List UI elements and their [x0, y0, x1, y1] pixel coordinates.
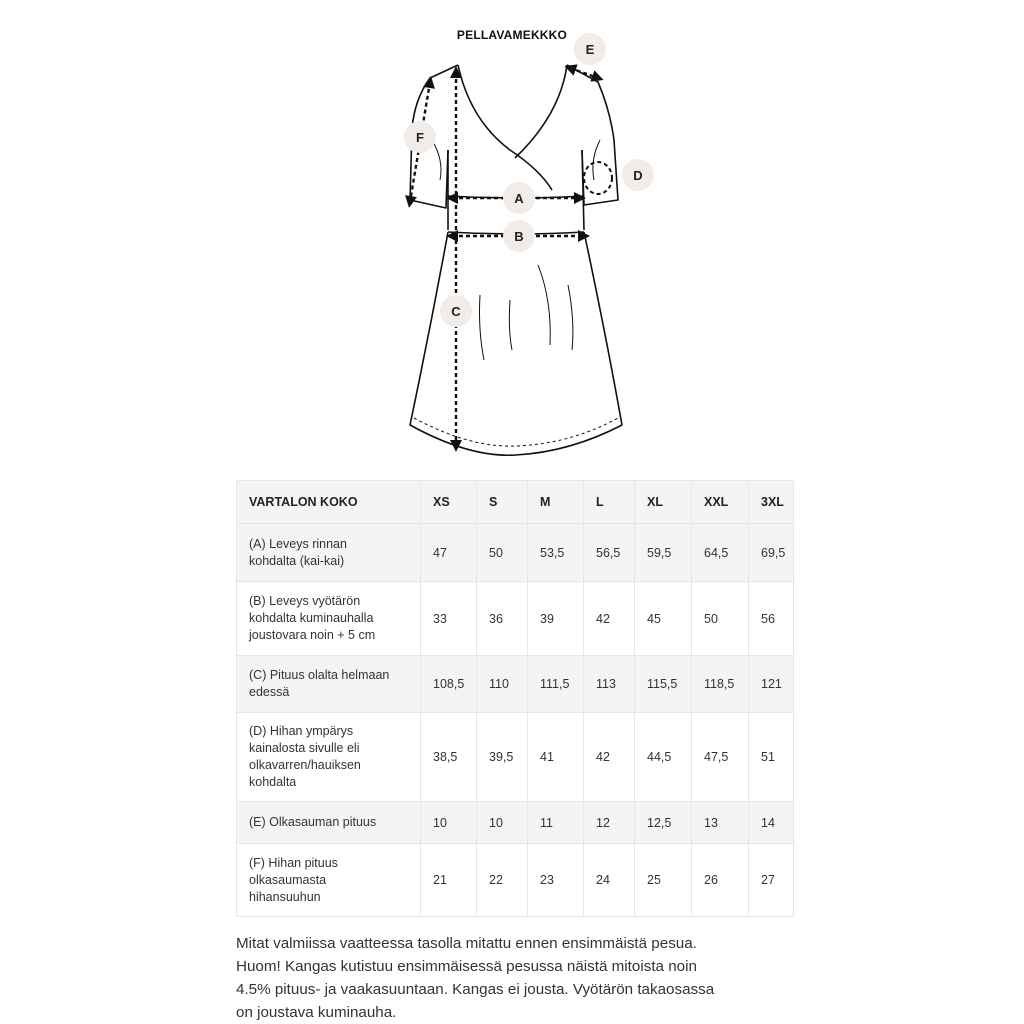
dress-diagram: [380, 30, 680, 460]
marker-d: [622, 159, 654, 191]
cell: 11: [528, 802, 584, 844]
table-row: [237, 713, 794, 802]
row-label: (F) Hihan pituus olkasaumasta hihansuuhun: [237, 844, 421, 917]
header-l: L: [584, 481, 635, 524]
table-row: [237, 582, 794, 656]
care-note: [236, 932, 826, 1024]
cell: 12,5: [635, 802, 692, 844]
cell: 50: [477, 524, 528, 582]
svg-text:D: D: [633, 168, 643, 183]
note-line: on joustava kuminauha.: [236, 1004, 397, 1021]
row-label: (C) Pituus olalta helmaan edessä: [237, 656, 421, 713]
cell: 36: [477, 582, 528, 656]
header-xxl: XXL: [692, 481, 749, 524]
page-title: PELLAVAMEKKKO: [456, 28, 568, 42]
svg-text:C: C: [451, 304, 461, 319]
cell: 56,5: [584, 524, 635, 582]
cell: 121: [749, 656, 794, 713]
size-chart-table: [236, 480, 794, 917]
cell: 21: [421, 844, 477, 917]
row-label: (B) Leveys vyötärön kohdalta kuminauhalla joustovara noin + 5 cm: [237, 582, 421, 656]
cell: 42: [584, 713, 635, 802]
note-line: Mitat valmiissa vaatteessa tasolla mitattu ennen ensimmäistä pesua.: [236, 935, 697, 952]
row-label: (D) Hihan ympärys kainalosta sivulle eli olkavarren/hauiksen kohdalta: [237, 713, 421, 802]
cell: 47: [421, 524, 477, 582]
svg-text:B: B: [514, 229, 524, 244]
measurement-lines: [410, 68, 598, 446]
table-row: [237, 656, 794, 713]
cell: 26: [692, 844, 749, 917]
row-label: (E) Olkasauman pituus: [237, 802, 421, 844]
cell: 53,5: [528, 524, 584, 582]
sleeve-circumference-mark: [584, 162, 612, 194]
marker-f: [404, 121, 436, 153]
cell: 118,5: [692, 656, 749, 713]
cell: 14: [749, 802, 794, 844]
dress-outline: [410, 65, 622, 455]
cell: 47,5: [692, 713, 749, 802]
cell: 51: [749, 713, 794, 802]
table-row: [237, 802, 794, 844]
marker-e: [574, 33, 606, 65]
cell: 115,5: [635, 656, 692, 713]
header-xl: XL: [635, 481, 692, 524]
cell: 12: [584, 802, 635, 844]
note-line: Huom! Kangas kutistuu ensimmäisessä pesussa näistä mitoista noin: [236, 958, 697, 975]
header-m: M: [528, 481, 584, 524]
header-s: S: [477, 481, 528, 524]
cell: 10: [477, 802, 528, 844]
cell: 38,5: [421, 713, 477, 802]
cell: 25: [635, 844, 692, 917]
marker-c: [440, 295, 472, 327]
cell: 56: [749, 582, 794, 656]
cell: 22: [477, 844, 528, 917]
cell: 45: [635, 582, 692, 656]
cell: 113: [584, 656, 635, 713]
svg-text:A: A: [514, 191, 524, 206]
marker-b: [503, 220, 535, 252]
cell: 41: [528, 713, 584, 802]
cell: 39,5: [477, 713, 528, 802]
header-xs: XS: [421, 481, 477, 524]
svg-text:E: E: [585, 42, 595, 57]
size-chart-body: [237, 524, 794, 917]
cell: 10: [421, 802, 477, 844]
cell: 39: [528, 582, 584, 656]
svg-text:F: F: [416, 130, 424, 145]
cell: 59,5: [635, 524, 692, 582]
cell: 13: [692, 802, 749, 844]
cell: 110: [477, 656, 528, 713]
note-line: 4.5% pituus- ja vaakasuuntaan. Kangas ei jousta. Vyötärön takaosassa: [236, 981, 715, 998]
cell: 69,5: [749, 524, 794, 582]
cell: 64,5: [692, 524, 749, 582]
table-row: [237, 524, 794, 582]
cell: 42: [584, 582, 635, 656]
table-header-row: [237, 481, 794, 524]
row-label: (A) Leveys rinnan kohdalta (kai-kai): [237, 524, 421, 582]
cell: 33: [421, 582, 477, 656]
cell: 111,5: [528, 656, 584, 713]
cell: 44,5: [635, 713, 692, 802]
cell: 50: [692, 582, 749, 656]
cell: 24: [584, 844, 635, 917]
cell: 23: [528, 844, 584, 917]
header-size-label: VARTALON KOKO: [237, 481, 421, 524]
marker-a: [503, 182, 535, 214]
table-row: [237, 844, 794, 917]
cell: 108,5: [421, 656, 477, 713]
header-3xl: 3XL: [749, 481, 794, 524]
cell: 27: [749, 844, 794, 917]
